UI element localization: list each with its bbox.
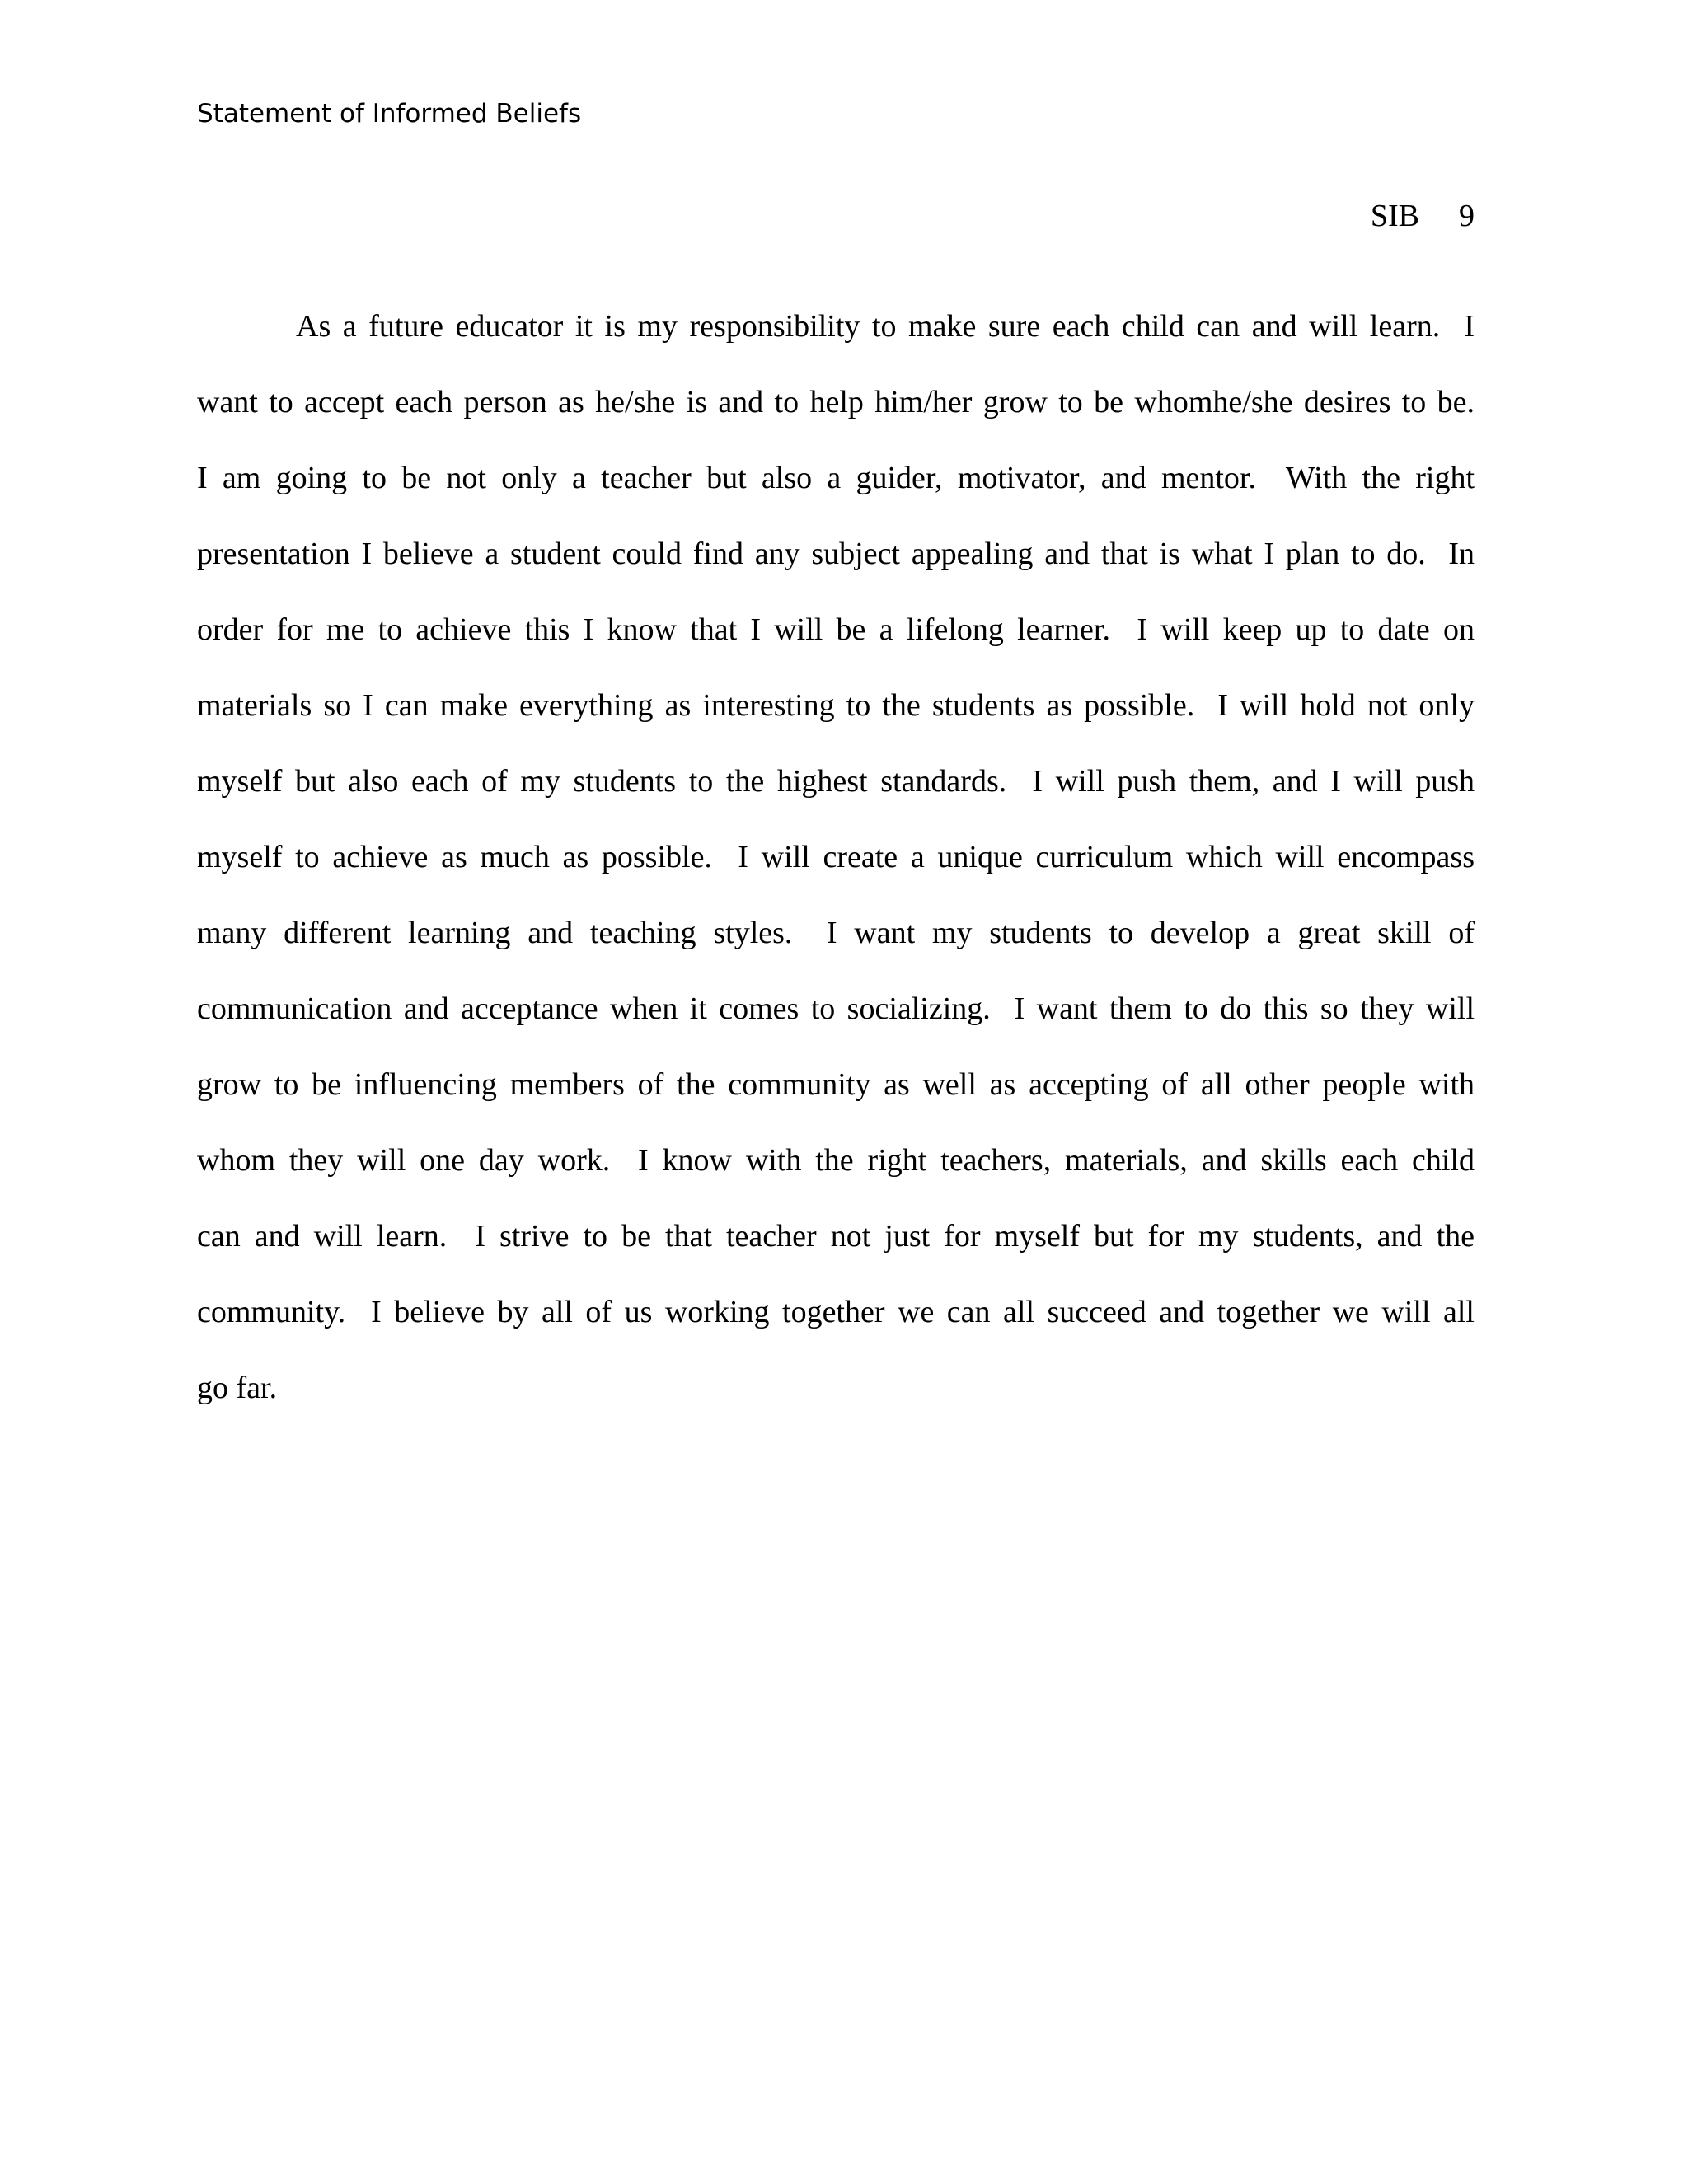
- paragraph-line: myself to achieve as much as possible. I will create a unique curriculum which will encompass: [197, 840, 1475, 874]
- paragraph-line: materials so I can make everything as interesting to the students as possible. I will hold not only: [197, 688, 1475, 723]
- paragraph-line: go far.: [197, 1371, 278, 1405]
- paragraph-line: whom they will one day work. I know with the right teachers, materials, and skills each child: [197, 1143, 1475, 1178]
- running-head: [1371, 196, 1475, 236]
- paragraph-line: myself but also each of my students to the highest standards. I will push them, and I will push: [197, 764, 1475, 799]
- paragraph-line: communication and acceptance when it comes to socializing. I want them to do this so they will: [197, 991, 1475, 1026]
- paragraph-line: community. I believe by all of us working together we can all succeed and together we will all: [197, 1295, 1475, 1329]
- body-paragraph: [197, 288, 1475, 1426]
- paragraph-line: As a future educator it is my responsibility to make sure each child can and will learn. I: [296, 309, 1475, 344]
- paragraph-line: order for me to achieve this I know that I will be a lifelong learner. I will keep up to date on: [197, 612, 1475, 647]
- paragraph-line: presentation I believe a student could find any subject appealing and that is what I plan to do. In: [197, 537, 1475, 571]
- paragraph-line: want to accept each person as he/she is and to help him/her grow to be whomhe/she desires to be.: [197, 385, 1475, 419]
- paragraph-line: many different learning and teaching styles. I want my students to develop a great skill of: [197, 916, 1475, 950]
- document-header-title: Statement of Informed Beliefs: [197, 99, 582, 129]
- running-head-label: SIB: [1370, 199, 1419, 233]
- paragraph-line: grow to be influencing members of the community as well as accepting of all other people with: [197, 1067, 1475, 1102]
- paragraph-line: I am going to be not only a teacher but also a guider, motivator, and mentor. With the right: [197, 461, 1475, 495]
- paragraph-line: can and will learn. I strive to be that teacher not just for myself but for my students, and the: [197, 1219, 1475, 1254]
- page-number: 9: [1459, 199, 1475, 233]
